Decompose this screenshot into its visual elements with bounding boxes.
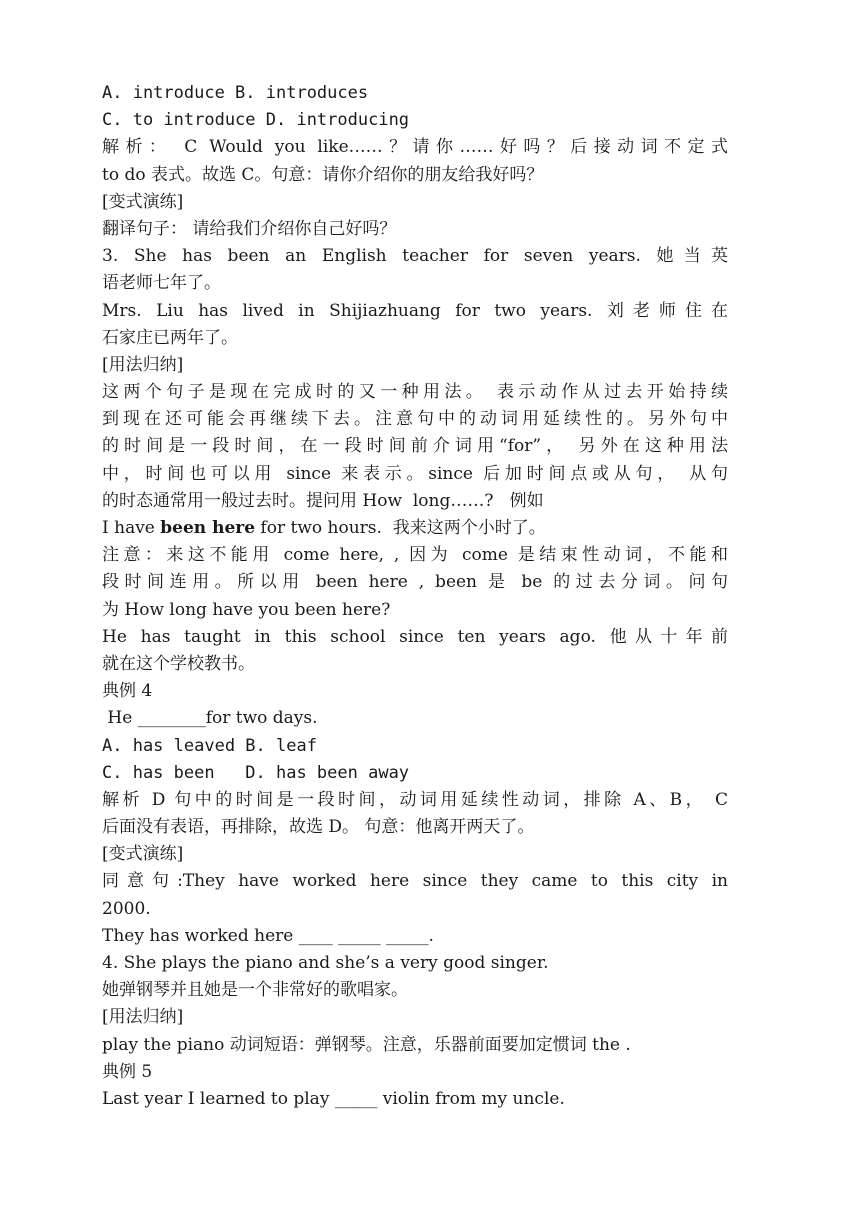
text-line: 到现在还可能会再继续下去。注意句中的动词用延续性的。另外句中 bbox=[102, 409, 728, 430]
text-line: [变式演练] bbox=[102, 844, 184, 865]
text-line: 4. She plays the piano and she’s a very good singer. bbox=[102, 953, 549, 973]
text-line: 段时间连用。所以用 been here , been 是 be 的过去分词。问句 bbox=[102, 572, 728, 593]
text-line: 中，时间也可以用 since 来表示。since 后加时间点或从句， 从句 bbox=[102, 463, 728, 484]
text-line: 的时间是一段时间，在一段时间前介词用“for”， 另外在这种用法 bbox=[102, 436, 728, 457]
text-line: [用法归纳] bbox=[102, 1007, 184, 1028]
text-line: 注意：来这不能用 come here, , 因为 come 是结束性动词，不能和 bbox=[102, 545, 728, 566]
text-line: 3. She has been an English teacher for seven years. 她当英 bbox=[102, 246, 728, 267]
text-line: 2000. bbox=[102, 898, 151, 919]
text-segment: I have bbox=[102, 518, 161, 538]
text-line: 的时态通常用一般过去时。提问用 How long……? 例如 bbox=[102, 490, 544, 511]
text-line: 就在这个学校教书。 bbox=[102, 653, 255, 674]
text-line: play the piano 动词短语：弹钢琴。注意，乐器前面要加定惯词 the . bbox=[102, 1034, 631, 1055]
text-line: 她弹钢琴并且她是一个非常好的歌唱家。 bbox=[102, 980, 408, 1001]
text-line: to do 表式。故选 C。句意：请你介绍你的朋友给我好吗？ bbox=[102, 164, 544, 185]
document-page bbox=[102, 80, 728, 1113]
text-line: He ________for two days. bbox=[102, 708, 318, 729]
text-line: [变式演练] bbox=[102, 191, 184, 212]
text-line: They has worked here ____ _____ _____. bbox=[102, 925, 434, 946]
text-line: 解析： C Would you like……？请你……好吗？后接动词不定式 bbox=[102, 137, 728, 158]
text-line: 这两个句子是现在完成时的又一种用法。 表示动作从过去开始持续 bbox=[102, 382, 728, 403]
text-segment: for two hours. 我来这两个小时了。 bbox=[255, 518, 546, 538]
section-heading: 典例 4 bbox=[102, 681, 153, 702]
text-line: A. introduce B. introduces bbox=[102, 83, 369, 103]
text-line: C. has been D. has been away bbox=[102, 762, 410, 783]
text-line: 解析 D 句中的时间是一段时间，动词用延续性动词，排除 A、B， C bbox=[102, 789, 728, 810]
text-line: [用法归纳] bbox=[102, 354, 184, 375]
bold-phrase: been here bbox=[160, 518, 256, 538]
section-heading: 典例 5 bbox=[102, 1061, 153, 1082]
text-line: Last year I learned to play _____ violin from my uncle. bbox=[102, 1088, 565, 1109]
text-line: C. to introduce D. introducing bbox=[102, 110, 410, 131]
text-line: Mrs. Liu has lived in Shijiazhuang for two years. 刘老师住在 bbox=[102, 300, 728, 321]
text-line: 为 How long have you been here? bbox=[102, 599, 391, 620]
text-line: 石家庄已两年了。 bbox=[102, 327, 238, 348]
text-line: 后面没有表语，再排除，故选 D。 句意：他离开两天了。 bbox=[102, 817, 535, 838]
text-line: 语老师七年了。 bbox=[102, 273, 221, 294]
text-line-with-bold bbox=[102, 515, 728, 542]
text-line: He has taught in this school since ten years ago. 他从十年前 bbox=[102, 626, 728, 647]
text-line: 翻译句子： 请给我们介绍你自己好吗？ bbox=[102, 218, 397, 239]
text-line: 同意句:They have worked here since they came to this city in bbox=[102, 871, 728, 892]
text-line: A. has leaved B. leaf bbox=[102, 735, 317, 756]
